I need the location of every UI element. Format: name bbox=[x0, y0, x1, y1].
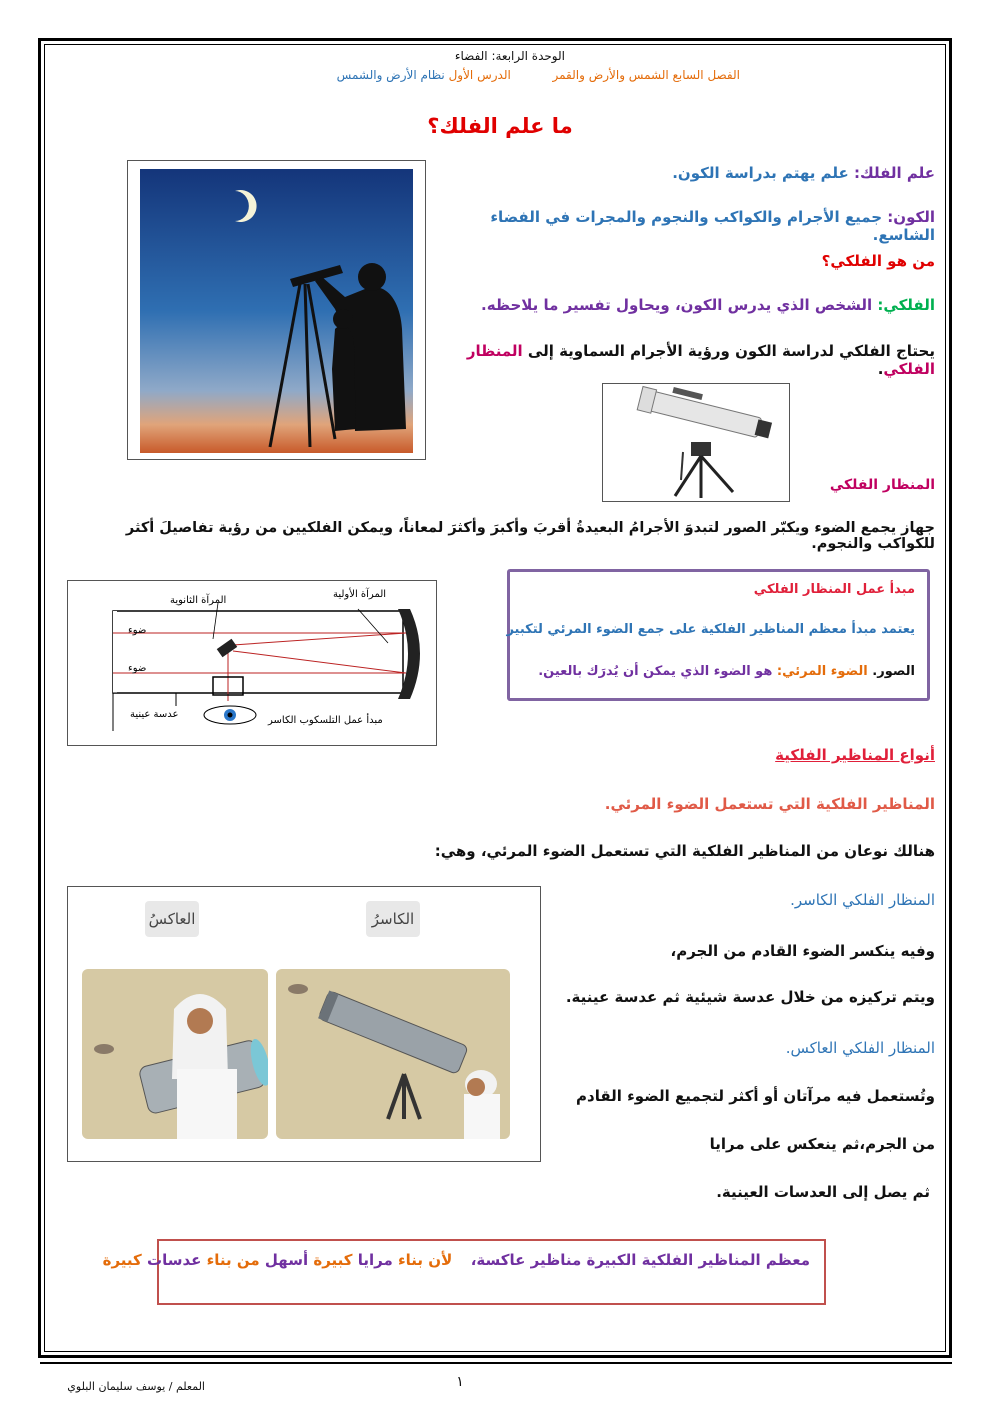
summary-part8: كبيرة bbox=[102, 1251, 142, 1269]
diagram-caption: مبدأ عمل التلسكوب الكاسر bbox=[268, 715, 383, 726]
refractor-cartoon bbox=[276, 969, 510, 1139]
refractor-line2: ويتم تركيزه من خلال عدسة شيئية ثم عدسة عينية. bbox=[565, 988, 935, 1006]
lesson-title: نظام الأرض والشمس bbox=[336, 68, 445, 82]
universe-term: الكون: bbox=[887, 208, 935, 226]
reflector-line3: ثم يصل إلى العدسات العينية. bbox=[716, 1183, 930, 1201]
reflector-line1: وتُستعمل فيه مرآتان أو أكثر لتجميع الضوء القادم bbox=[576, 1087, 935, 1105]
chapter-title: الفصل السابع الشمس والأرض والقمر bbox=[552, 68, 740, 82]
astronomer-definition bbox=[440, 296, 935, 314]
refractor-heading: المنظار الفلكي الكاسر. bbox=[790, 891, 935, 909]
telescope-description: جهاز يجمع الضوء ويكبّر الصور لتبدوَ الأجرامُ البعيدةُ أقربَ وأكبرَ وأكثرَ لمعاناً، ويمكن الفلكيين من رؤية تفاصيلَ أكثر للكواكب والنجوم. bbox=[125, 520, 935, 552]
lesson-label: الدرس الأول bbox=[448, 68, 511, 82]
summary-text bbox=[103, 1251, 810, 1269]
chapter-line bbox=[230, 68, 740, 82]
principle-line1: يعتمد مبدأ معظم المناظير الفلكية على جمع الضوء المرئي لتكبير bbox=[506, 622, 915, 637]
principle-box bbox=[507, 569, 930, 701]
diagram-eyepiece-label: عدسة عينية bbox=[130, 709, 179, 720]
types-intro: هنالك نوعان من المناظير الفلكية التي تستعمل الضوء المرئي، وهي: bbox=[434, 842, 935, 860]
astronomer-def: الشخص الذي يدرس الكون، ويحاول تفسير ما يلاحظه. bbox=[481, 296, 873, 314]
universe-definition bbox=[440, 208, 935, 244]
principle-line2-start: الصور. bbox=[872, 664, 915, 679]
principle-visible-def: هو الضوء الذي يمكن أن يُدرَك بالعين. bbox=[538, 664, 773, 679]
principle-line2 bbox=[538, 664, 915, 679]
summary-part1: معظم المناظير الفلكية الكبيرة مناظير عاكسة، bbox=[470, 1251, 810, 1269]
summary-part3: مرايا bbox=[357, 1251, 393, 1269]
needs-end: . bbox=[877, 360, 884, 378]
telescope-heading: المنظار الفلكي bbox=[829, 477, 935, 493]
unit-title: الوحدة الرابعة: الفضاء bbox=[454, 49, 565, 63]
needs-text: يحتاج الفلكي لدراسة الكون ورؤية الأجرام السماوية إلى bbox=[527, 342, 935, 360]
diagram-light-label-2: ضوء bbox=[128, 663, 147, 674]
diagram-primary-label: المرآة الأولية bbox=[333, 589, 387, 600]
astronomy-term: علم الفلك: bbox=[853, 164, 935, 182]
principle-title: مبدأ عمل المنظار الفلكي bbox=[753, 582, 915, 597]
reflector-label-tag: العاكسُ bbox=[145, 901, 199, 937]
page-number: ١ bbox=[456, 1374, 464, 1390]
needs-telescope-text bbox=[440, 342, 935, 378]
footer-rule bbox=[40, 1362, 952, 1364]
summary-part2: لأن بناء bbox=[398, 1251, 453, 1269]
astronomy-def: علم يهتم بدراسة الكون. bbox=[672, 164, 849, 182]
reflector-heading: المنظار الفلكي العاكس. bbox=[785, 1039, 935, 1057]
astronomers-photo-frame bbox=[127, 160, 426, 460]
summary-box bbox=[102, 1239, 826, 1305]
refractor-diagram-frame bbox=[67, 580, 437, 746]
summary-part4: كبيرة bbox=[313, 1251, 353, 1269]
summary-part6: من بناء bbox=[206, 1251, 260, 1269]
page-title: ما علم الفلك؟ bbox=[427, 114, 573, 138]
astronomer-term: الفلكي: bbox=[877, 296, 935, 314]
types-heading: أنواع المناظير الفلكية bbox=[775, 746, 935, 764]
refractor-label-tag: الكاسرُ bbox=[366, 901, 420, 937]
diagram-light-label-1: ضوء bbox=[128, 625, 147, 636]
visible-light-heading: المناظير الفلكية التي تستعمل الضوء المرئي. bbox=[604, 795, 935, 813]
summary-part7: عدسات bbox=[147, 1251, 202, 1269]
reflector-cartoon bbox=[82, 969, 268, 1139]
who-question: من هو الفلكي؟ bbox=[821, 252, 935, 270]
telescope-types-frame bbox=[67, 886, 541, 1162]
reflector-line2: من الجرم،ثم ينعكس على مرايا bbox=[709, 1135, 935, 1153]
refractor-line1: وفيه ينكسر الضوء القادم من الجرم، bbox=[670, 942, 935, 960]
universe-def: جميع الأجرام والكواكب والنجوم والمجرات في الفضاء الشاسع. bbox=[490, 208, 935, 244]
summary-part5: أسهل bbox=[264, 1251, 309, 1269]
principle-visible-term: الضوء المرئي: bbox=[776, 664, 868, 679]
needs-highlight: المنظار الفلكي bbox=[466, 342, 935, 378]
astronomers-photo bbox=[140, 169, 413, 453]
astronomy-definition bbox=[440, 164, 935, 182]
teacher-name: المعلم / يوسف سليمان البلوي bbox=[67, 1380, 205, 1393]
diagram-secondary-label: المرآة الثانوية bbox=[170, 595, 227, 606]
